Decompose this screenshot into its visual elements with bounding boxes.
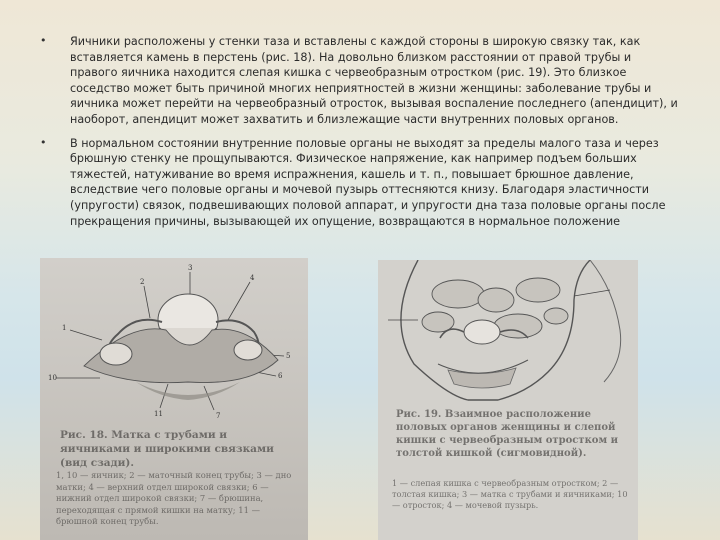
paragraph-ovaries: Яичники расположены у стенки таза и вставлены с каждой стороны в широкую связку так, как вставляется камень в перстень (рис. 18). На довольно близком расстоянии от правой трубы и правого яичника находится слепая кишка с червеобразным отростком (рис. 19). Это близкое соседство может быть причиной многих неприятностей в жизни женщины: заболевание трубы и яичника может перейти на червеобразный отросток, вызывая воспаление последнего (апендицит), и наоборот, апендицит может захватить и близлежащие части внутренних половых органов. [70,35,678,126]
bullet-list [40,34,680,237]
svg-text:3: 3 [188,264,193,272]
paragraph-normal-position: В нормальном состоянии внутренние половые органы не выходят за пределы малого таза и через брюшную стенку не прощупываются. Физическое напряжение, как например подъем больших тяжестей, натуживание во время испражнения, кашель и т. п., повышает брюшное давление, вследствие чего половые органы и мочевой пузырь оттесняются книзу. Благодаря эластичности (упругости) связок, подвешивающих половой аппарат, и упругости дна таза половые органы после прекращения причины, вызывающей их опущение, возвращаются в нормальное положение [70,136,666,228]
svg-text:5: 5 [286,352,291,360]
bullet-marker: • [40,135,47,149]
svg-text:7: 7 [216,412,221,420]
svg-text:4: 4 [250,274,255,282]
bullet-marker: • [40,34,47,47]
figure-19-caption-legend: 1 — слепая кишка с червеобразным отростком; 2 — толстая кишка; 3 — матка с трубами и яичниками; 10 — отросток; 4 — мочевой пузырь. [392,478,628,510]
svg-text:1: 1 [62,324,67,332]
svg-text:2: 2 [140,278,145,286]
figure-19-pelvis-illustration [378,260,638,540]
bullet-item [40,136,680,230]
figure-18-caption-title: Рис. 18. Матка с трубами и яичниками и широкими связками (вид сзади). [60,429,274,469]
svg-text:10: 10 [48,374,57,382]
svg-text:11: 11 [154,410,163,418]
svg-text:6: 6 [278,372,283,380]
figure-19-caption-title: Рис. 19. Взаимное расположение половых органов женщины и слепой кишки с червеобразным отростком и толстой кишкой (сигмовидной). [396,409,619,459]
figure-18-uterus-illustration [40,258,308,540]
figure-18-caption-legend: 1, 10 — яичник; 2 — маточный конец трубы; 3 — дно матки; 4 — верхний отдел широкой связки; 6 — нижний отдел широкой связки; 7 — брюшина, переходящая с прямой кишки на матку; 11 — брюшной конец трубы. [56,470,292,526]
bullet-item [40,34,680,128]
